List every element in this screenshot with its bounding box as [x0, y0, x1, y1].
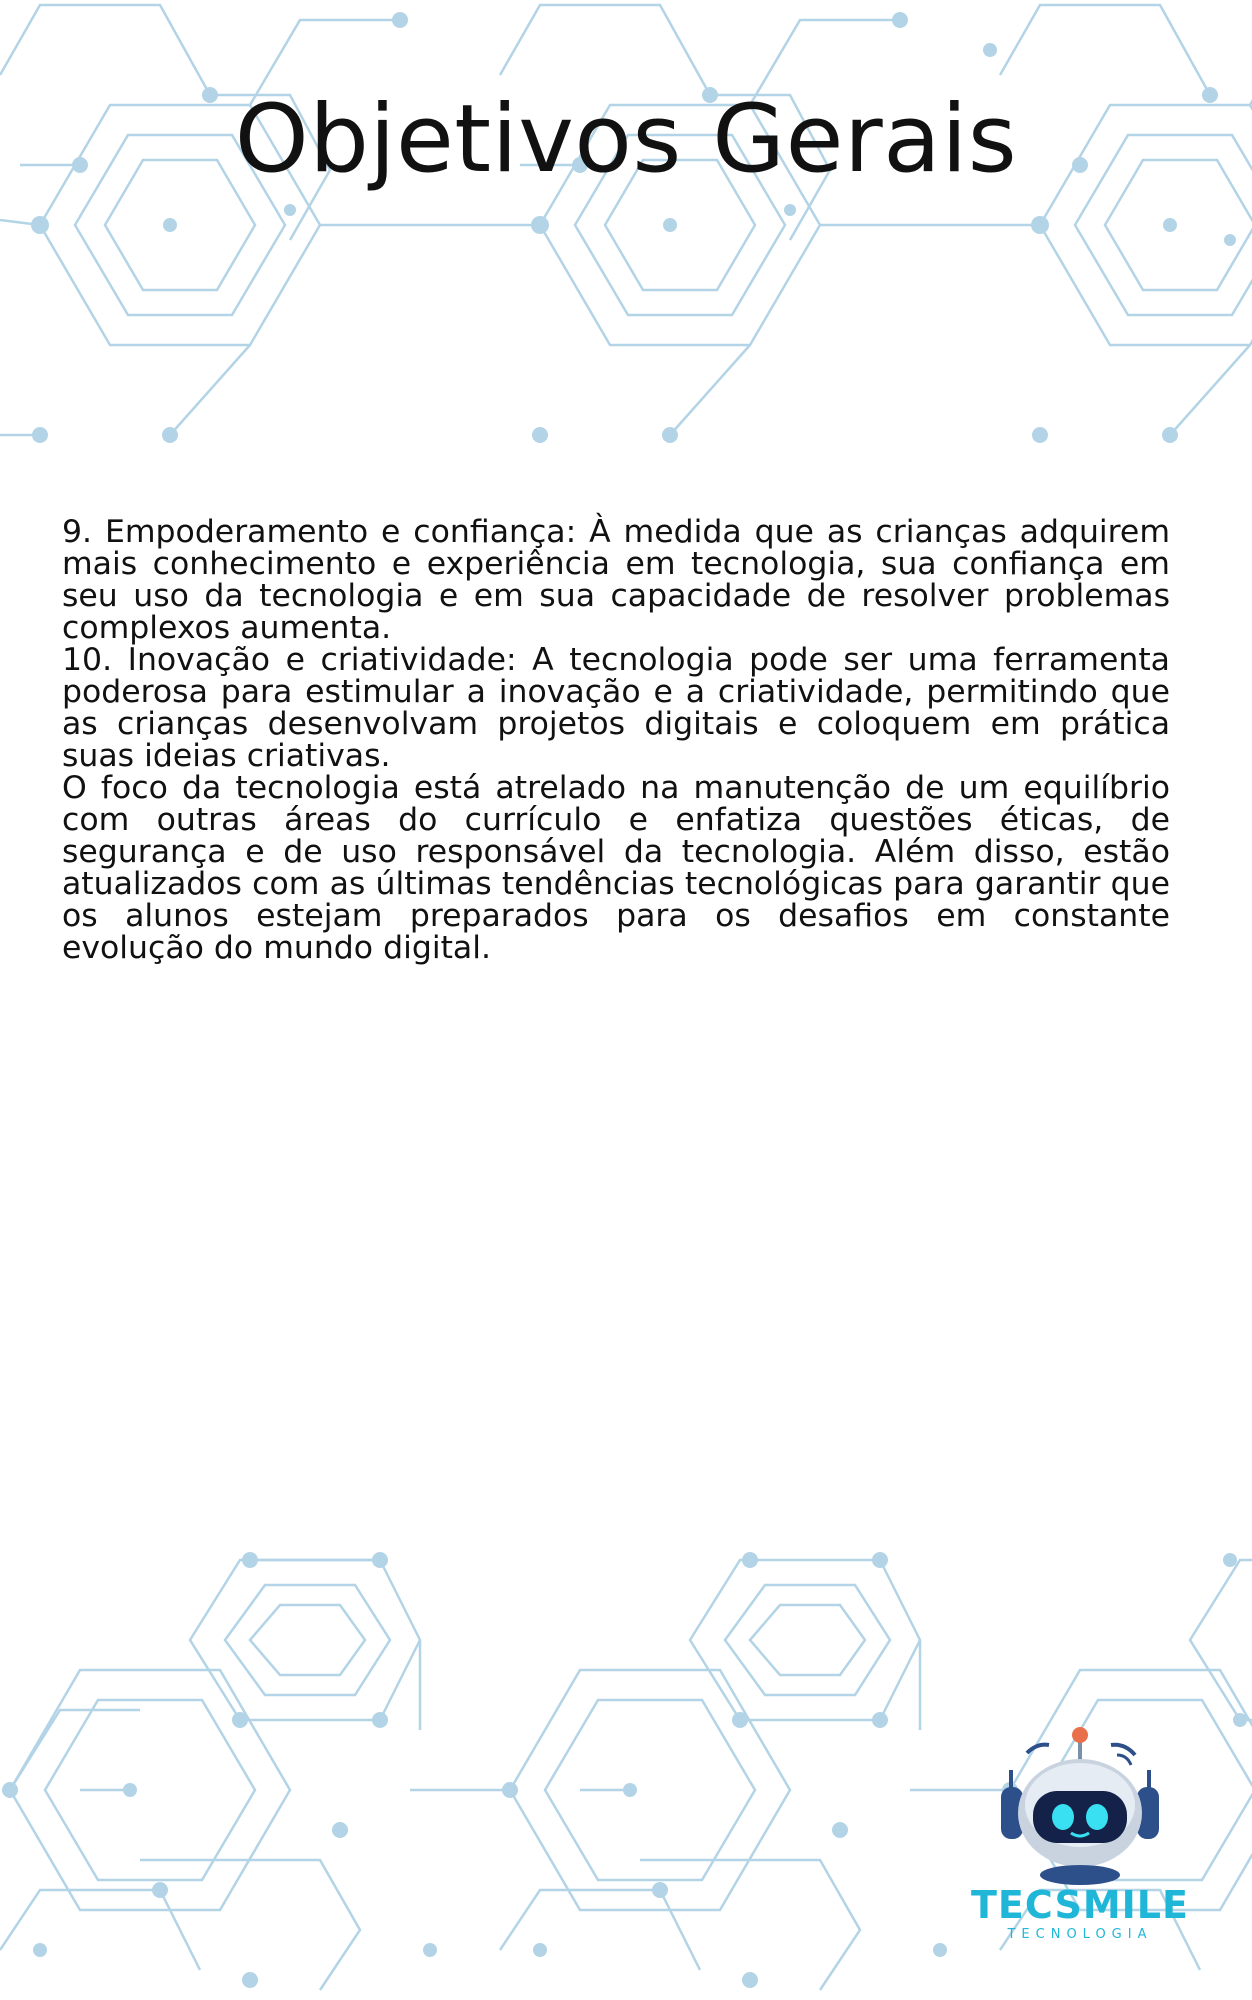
paragraph-foco: O foco da tecnologia está atrelado na manutenção de um equilíbrio com outras áreas do currículo e enfatiza questões éticas, de segurança e de uso responsável da tecnologia. Além disso, estão atualizados com as últimas tendências tecnológicas para garantir que os alunos estejam preparados para os desafios em constante evolução do mundo digital. [62, 770, 1170, 966]
page-title: Objetivos Gerais [234, 85, 1018, 194]
tecsmile-logo [965, 1725, 1195, 1955]
paragraph-inovacao: 10. Inovação e criatividade: A tecnologia pode ser uma ferramenta poderosa para estimular a inovação e a criatividade, permitindo que as crianças desenvolvam projetos digitais e coloquem em prática suas ideias criativas. [62, 642, 1170, 774]
robot-icon [965, 1725, 1195, 1885]
logo-tagline: TECNOLOGIA [1007, 1927, 1153, 1942]
paragraph-empoderamento: 9. Empoderamento e confiança: À medida que as crianças adquirem mais conhecimento e experiência em tecnologia, sua confiança em seu uso da tecnologia e em sua capacidade de resolver problemas complexos aumenta. [62, 514, 1170, 646]
body-text [62, 516, 1170, 964]
hexagon-pattern-top [0, 0, 1252, 460]
logo-name: TECSMILE [971, 1883, 1189, 1927]
